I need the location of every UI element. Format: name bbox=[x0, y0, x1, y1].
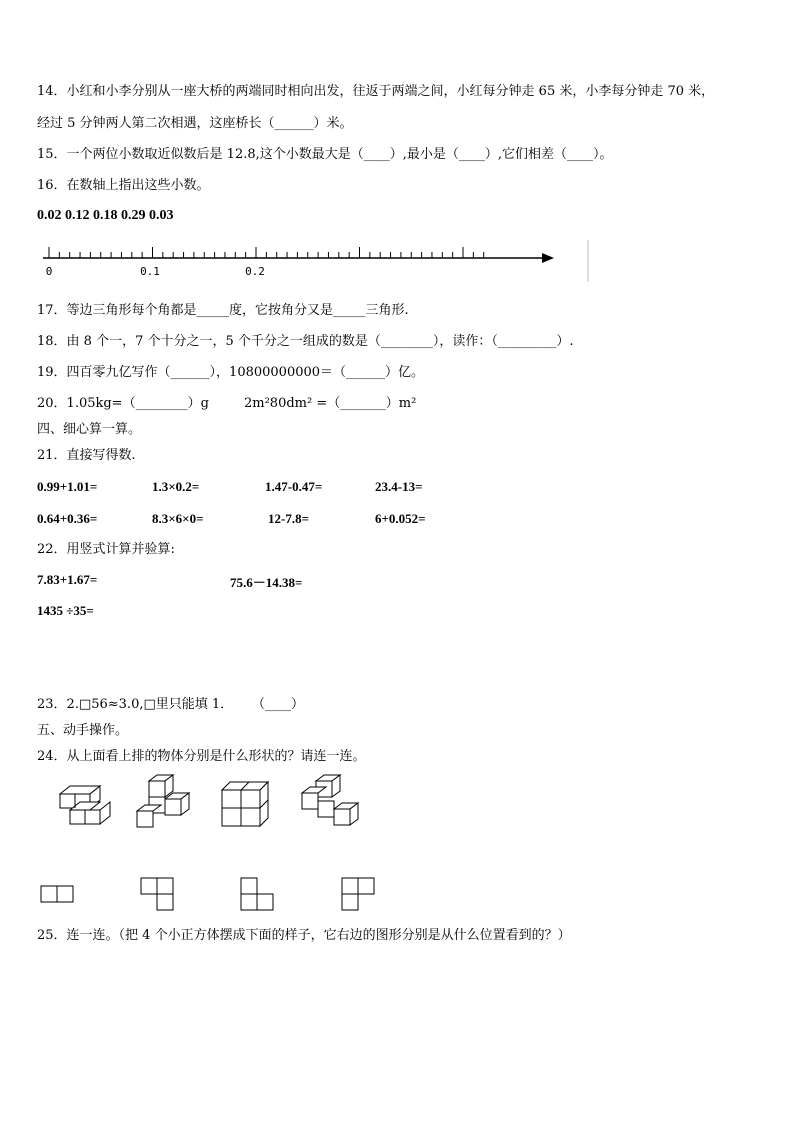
q18-text: 18．由 8 个一，7 个十分之一，5 个千分之一组成的数是（________），读作：（_________）. bbox=[37, 334, 574, 349]
top-view-4 bbox=[341, 877, 381, 917]
section-5-heading: 五、动手操作。 bbox=[37, 723, 129, 738]
q25-text: 25．连一连。（把 4 个小正方体摆成下面的样子，它右边的图形分别是从什么位置看到的？） bbox=[37, 928, 571, 943]
q14-line1: 14．小红和小李分别从一座大桥的两端同时相向出发，往返于两端之间，小红每分钟走 65 米，小李每分钟走 70 米， bbox=[37, 84, 715, 99]
cube-figure-2 bbox=[135, 775, 195, 835]
q21-r1-c4: 23.4-13= bbox=[375, 479, 423, 494]
q22-prompt: 22．用竖式计算并验算: bbox=[37, 542, 175, 557]
axis-label-0-1: 0.1 bbox=[140, 265, 160, 278]
q21-r2-c2: 8.3×6×0= bbox=[152, 511, 204, 526]
cube-figure-1 bbox=[56, 780, 116, 830]
section-4-heading: 四、细心算一算。 bbox=[37, 422, 142, 437]
q21-r2-c4: 6+0.052= bbox=[375, 511, 426, 526]
q20-part2: 2m²80dm² =（_______）m² bbox=[244, 396, 417, 411]
q21-r1-c1: 0.99+1.01= bbox=[37, 479, 98, 494]
axis-label-0: 0 bbox=[45, 265, 53, 278]
cube-figure-4 bbox=[298, 775, 358, 835]
q14-line2: 经过 5 分钟两人第二次相遇，这座桥长（______）米。 bbox=[37, 116, 353, 131]
q15-text: 15．一个两位小数取近似数后是 12.8,这个小数最大是（____）,最小是（____）,它们相差（____）。 bbox=[37, 147, 613, 162]
top-view-1 bbox=[40, 885, 80, 905]
q21-r1-c3: 1.47-0.47= bbox=[265, 479, 323, 494]
number-line bbox=[37, 238, 597, 288]
q21-r1-c2: 1.3×0.2= bbox=[152, 479, 200, 494]
top-view-2 bbox=[140, 877, 180, 917]
q22-item-1: 7.83+1.67= bbox=[37, 572, 98, 587]
q20-part1: 20．1.05kg=（________）g bbox=[37, 396, 209, 411]
q22-item-3: 1435 ÷35= bbox=[37, 603, 94, 618]
cube-figure-3 bbox=[218, 780, 278, 840]
q16-prompt: 16．在数轴上指出这些小数。 bbox=[37, 178, 210, 193]
q23-text: 23．2.□56≈3.0,□里只能填 1． bbox=[37, 697, 234, 712]
top-view-3 bbox=[240, 877, 280, 917]
q17-text: 17．等边三角形每个角都是_____度，它按角分又是_____三角形. bbox=[37, 303, 409, 318]
q24-prompt: 24．从上面看上排的物体分别是什么形状的？请连一连。 bbox=[37, 749, 366, 764]
q19-text: 19．四百零九亿写作（______），10800000000＝（______）亿。 bbox=[37, 365, 425, 380]
q21-r2-c3: 12-7.8= bbox=[268, 511, 309, 526]
q21-r2-c1: 0.64+0.36= bbox=[37, 511, 98, 526]
axis-label-0-2: 0.2 bbox=[245, 265, 265, 278]
q22-item-2: 75.6－14.38= bbox=[230, 575, 303, 590]
q16-numbers: 0.02 0.12 0.18 0.29 0.03 bbox=[37, 208, 174, 223]
q23-blank: （____） bbox=[252, 697, 305, 712]
q21-prompt: 21．直接写得数. bbox=[37, 448, 136, 463]
